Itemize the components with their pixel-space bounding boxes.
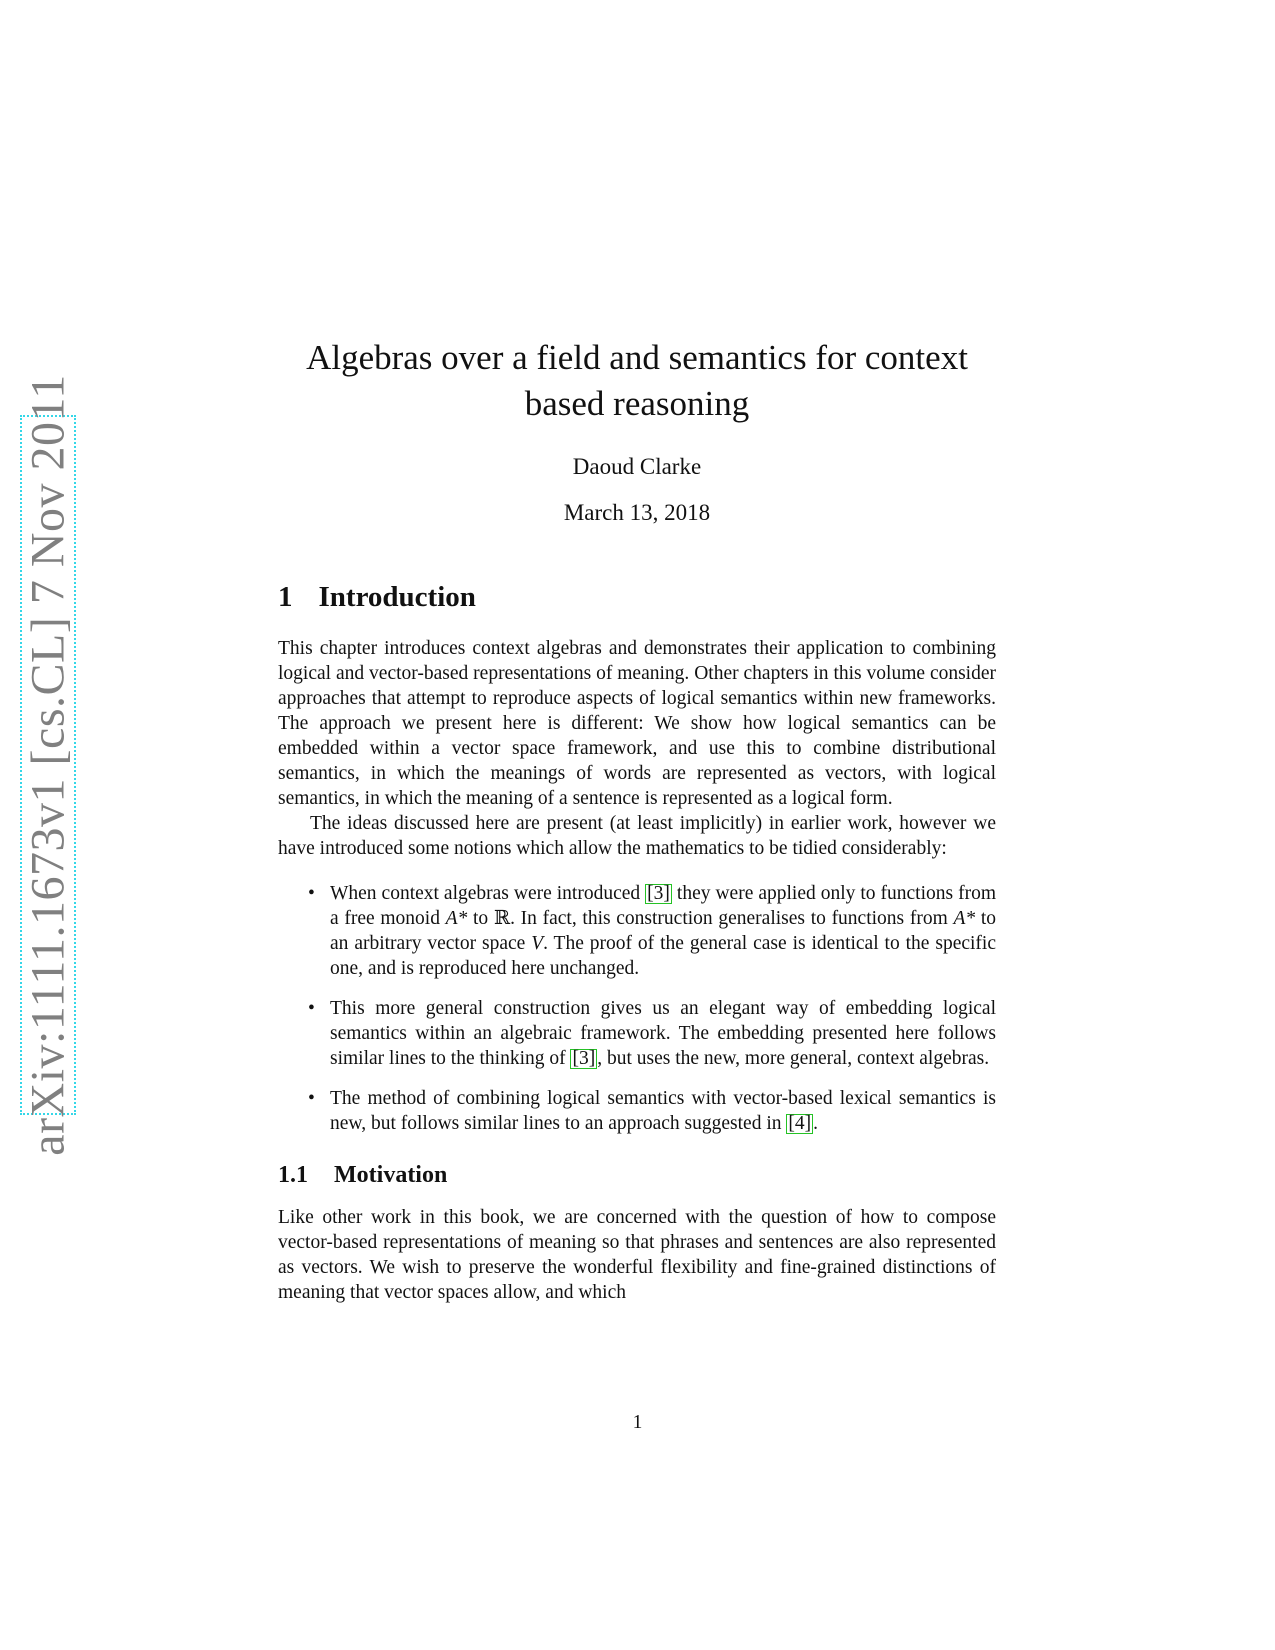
bullet-text: The method of combining logical semantics with vector-based lexical semantics is new, but follows similar lines to an approach suggested in <box>330 1088 996 1134</box>
paper-title <box>278 335 996 427</box>
section-title: Introduction <box>318 581 476 613</box>
date: March 13, 2018 <box>563 500 711 525</box>
paper-title-line2: based reasoning <box>524 384 750 423</box>
intro-paragraph-1: This chapter introduces context algebras and demonstrates their application to combining logical and vector-based representations of meaning. Other chapters in this volume consider approaches that attempt to reproduce aspects of logical semantics within new frameworks. The approach we present here is different: We show how logical semantics can be embedded within a vector space framework, and use this to combine distributional semantics, in which the meanings of words are represented as vectors, with logical semantics, in which the meaning of a sentence is represented as a logical form. <box>278 638 996 809</box>
bullet-list <box>278 881 996 1136</box>
bullet-text: This more general construction gives us an elegant way of embedding logical semantics within an algebraic framework. The embedding presented here follows similar lines to the thinking of <box>330 998 996 1069</box>
list-item <box>278 881 996 981</box>
subsection-title: Motivation <box>334 1162 448 1188</box>
bullet-icon: • <box>308 998 315 1019</box>
bullet-icon: • <box>308 1088 315 1109</box>
math-symbol: V <box>531 933 544 954</box>
page-content <box>278 335 996 1305</box>
subsection-number: 1.1 <box>278 1162 308 1188</box>
math-symbol: A* <box>445 908 468 929</box>
bullet-text: When context algebras were introduced <box>330 883 646 904</box>
section-number: 1 <box>278 581 293 613</box>
arxiv-stamp <box>20 374 76 1156</box>
bullet-text: they were applied only to functions from a free monoid <box>330 883 997 929</box>
bullet-text: to an arbitrary vector space <box>330 908 996 954</box>
author: Daoud Clarke <box>572 454 702 479</box>
citation-link[interactable]: [3] <box>572 1048 596 1069</box>
bullet-text: , but uses the new, more general, context algebras. <box>597 1048 990 1069</box>
bullet-text: . <box>813 1113 818 1134</box>
list-item <box>278 996 996 1071</box>
bullet-text: to ℝ. In fact, this construction generalises to functions from <box>467 908 954 929</box>
bullet-text: . The proof of the general case is identical to the specific one, and is reproduced here unchanged. <box>330 933 996 979</box>
bullet-icon: • <box>308 883 315 904</box>
math-symbol: A* <box>953 908 976 929</box>
page-number: 1 <box>632 1412 643 1433</box>
citation-number: 3 <box>578 1048 589 1069</box>
citation-number: 3 <box>653 883 664 904</box>
citation-number: 4 <box>794 1113 805 1134</box>
paper-title-line1: Algebras over a field and semantics for context <box>306 338 968 377</box>
intro-paragraph-2: The ideas discussed here are present (at least implicitly) in earlier work, however we have introduced some notions which allow the mathematics to be tidied considerably: <box>278 813 996 859</box>
citation-link[interactable]: [3] <box>647 883 670 904</box>
subsection-heading-motivation <box>278 1162 996 1189</box>
citation-link[interactable]: [4] <box>788 1113 812 1134</box>
list-item <box>278 1086 996 1136</box>
section-heading-introduction <box>278 581 996 614</box>
motivation-paragraph-1: Like other work in this book, we are concerned with the question of how to compose vector-based representations of meaning so that phrases and sentences are also represented as vectors. We wish to preserve the wonderful flexibility and fine-grained distinctions of meaning that vector spaces allow, and which <box>278 1207 996 1303</box>
arxiv-stamp-text: arXiv:1111.1673v1 [cs.CL] 7 Nov 2011 <box>21 374 75 1156</box>
